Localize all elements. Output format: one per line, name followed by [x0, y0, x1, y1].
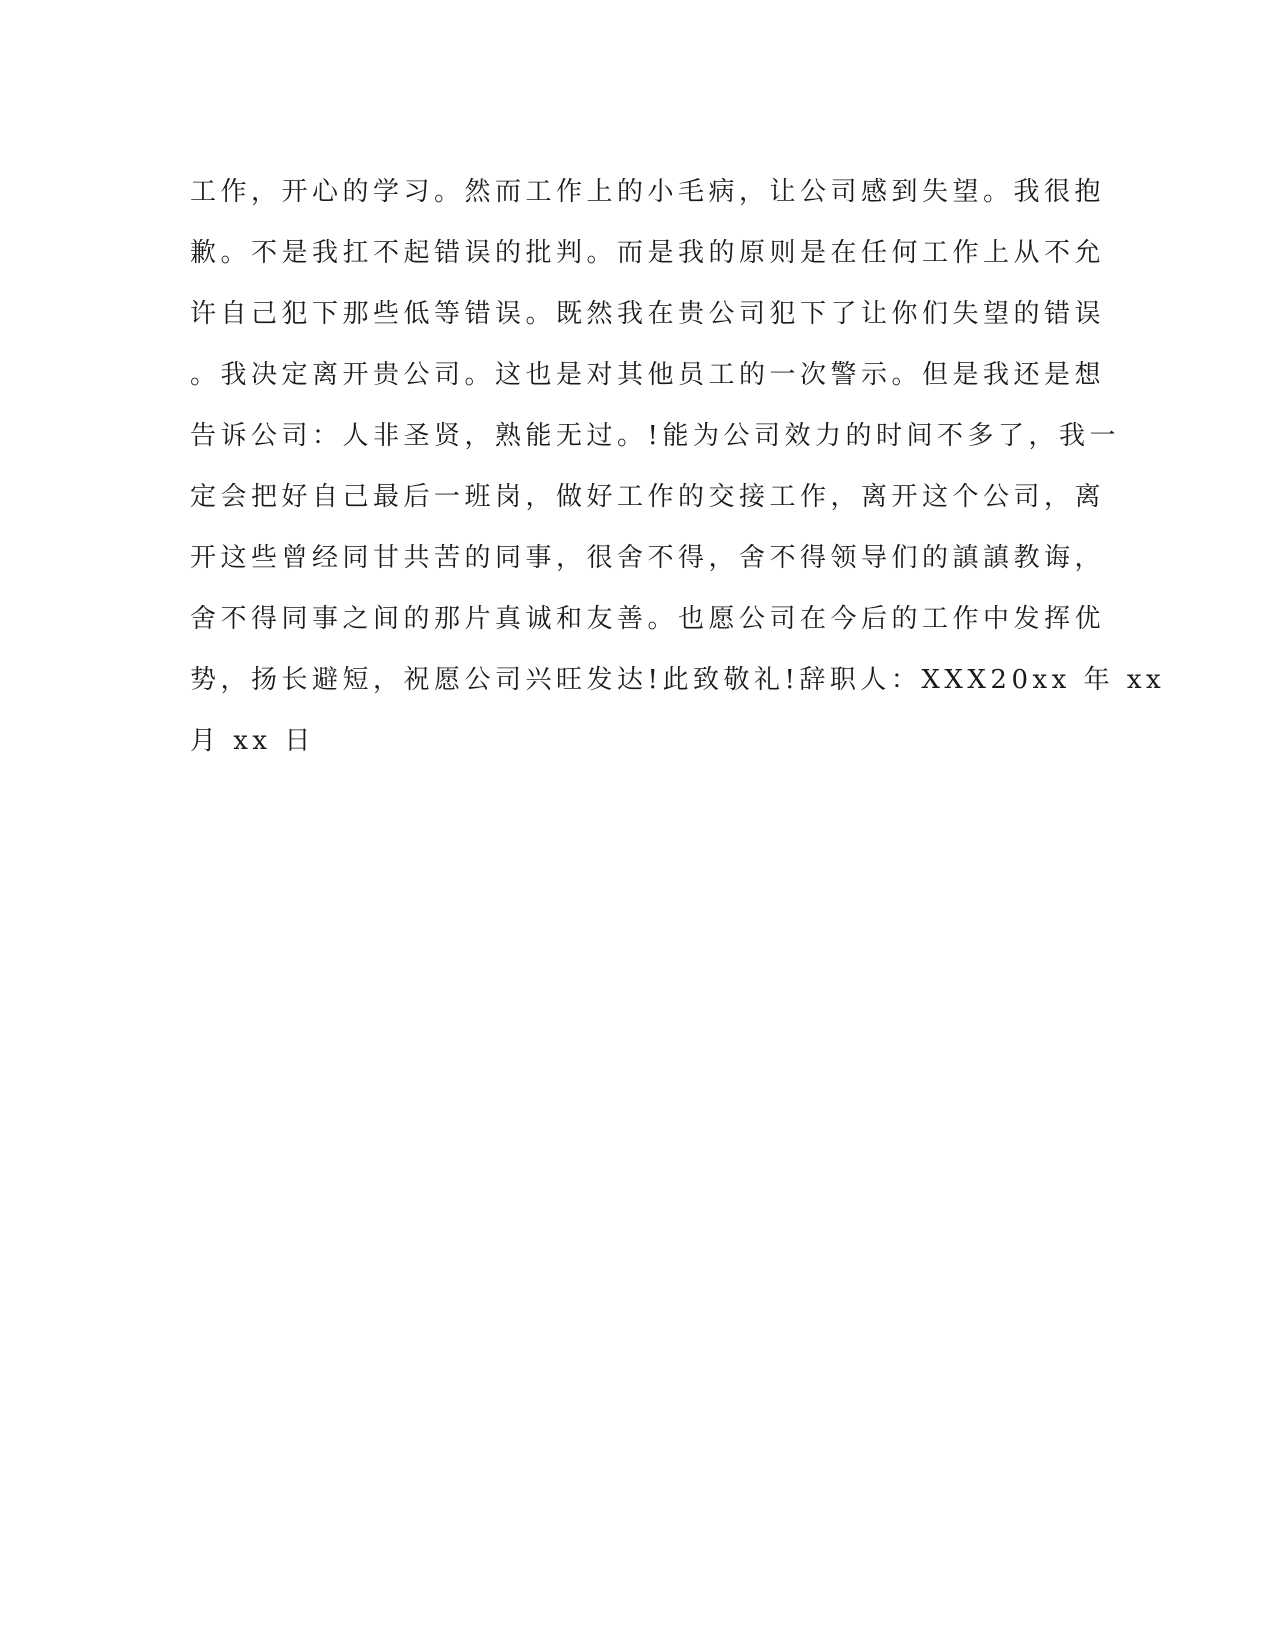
paragraph-line-10-date: 月 xx 日	[190, 726, 315, 756]
paragraph-line-3: 许自己犯下那些低等错误。既然我在贵公司犯下了让你们失望的错误	[190, 299, 1106, 329]
paragraph-line-2: 歉。不是我扛不起错误的批判。而是我的原则是在任何工作上从不允	[190, 238, 1106, 268]
paragraph-line-4: 。我决定离开贵公司。这也是对其他员工的一次警示。但是我还是想	[190, 360, 1106, 390]
resignation-letter-body	[190, 162, 1166, 772]
paragraph-line-1: 工作，开心的学习。然而工作上的小毛病，让公司感到失望。我很抱	[190, 177, 1106, 207]
paragraph-line-6: 定会把好自己最后一班岗，做好工作的交接工作，离开这个公司，离	[190, 482, 1106, 512]
paragraph-line-8: 舍不得同事之间的那片真诚和友善。也愿公司在今后的工作中发挥优	[190, 604, 1106, 634]
paragraph-line-9: 势，扬长避短，祝愿公司兴旺发达!此致敬礼!辞职人：XXX20xx 年 xx	[190, 665, 1166, 695]
paragraph-line-5: 告诉公司：人非圣贤，熟能无过。!能为公司效力的时间不多了，我一	[190, 421, 1120, 451]
paragraph-line-7: 开这些曾经同甘共苦的同事，很舍不得，舍不得领导们的謓謓教诲，	[190, 543, 1106, 573]
